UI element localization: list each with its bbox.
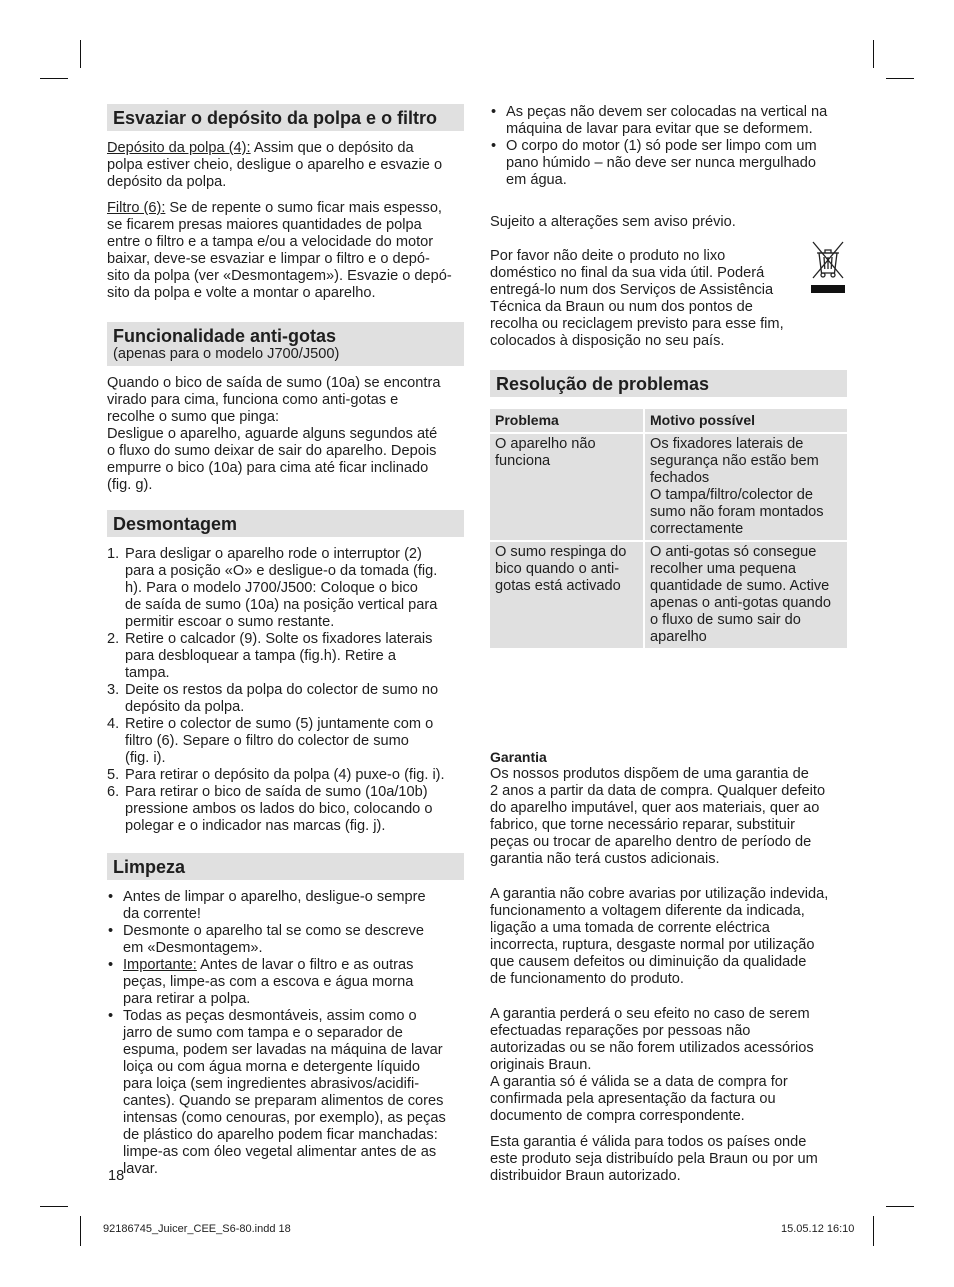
bullet-dot-icon: • (108, 923, 114, 939)
step-number: 5. (107, 767, 120, 783)
step-text: Para retirar o depósito da polpa (4) puxe-o (fig. i). (125, 767, 445, 783)
bullet-dot-icon: • (108, 889, 114, 905)
warranty-paragraph: Esta garantia é válida para todos os países onde este produto seja distribuído pela Braun ou por um distribuidor Braun autorizado. (490, 1134, 818, 1184)
step-number: 6. (107, 784, 120, 800)
crossed-out-wheelie-bin-icon (811, 240, 845, 294)
disassembly-steps (107, 546, 464, 835)
step-number: 3. (107, 682, 120, 698)
step-item (107, 716, 464, 767)
bullet-item (490, 104, 847, 138)
bullet-text: O corpo do motor (1) só pode ser limpo com um pano húmido – não deve ser nunca mergulhado em água. (506, 138, 817, 188)
bullet-dot-icon: • (108, 957, 114, 973)
table-cell: O aparelho não funciona (490, 432, 645, 540)
section-heading-empty-pulp (107, 104, 464, 131)
step-text: Para retirar o bico de saída de sumo (10a/10b) pressione ambos os lados do bico, colocando o polegar e o indicador nas marcas (fig. j). (125, 784, 433, 834)
bullet-text: Todas as peças desmontáveis, assim como o jarro de sumo com tampa e o separador de espuma, podem ser lavadas na máquina de lavar loiça ou com água morna e detergente líquido para loiça (sem ingredientes abrasivos/acidifi- cantes). Quando se preparam alimentos de cores intensas (como cenouras, por exemplo), as peças de plástico do aparelho podem ficar manchadas: limpe-as com óleo vegetal alimentar antes de as lavar. (123, 1008, 446, 1177)
warranty-paragraph: A garantia perderá o seu efeito no caso de serem efectuadas reparações por pessoas não autorizadas ou se não forem utilizados acessórios originais Braun. A garantia só é válida se a data de compra for confirmada pela apresentação da factura ou documento de compra correspondente. (490, 1006, 814, 1124)
step-number: 1. (107, 546, 120, 562)
bullet-item (107, 923, 464, 957)
heading-title: Desmontagem (113, 514, 238, 534)
paragraph-filter (107, 200, 464, 302)
step-number: 2. (107, 631, 120, 647)
text-pulp-container: Assim que o depósito da polpa estiver cheio, desligue o aparelho e esvazie o depósito da polpa. (107, 140, 443, 190)
step-text: Retire o colector de sumo (5) juntamente com o filtro (6). Separe o filtro do colector de sumo (fig. i). (125, 716, 434, 766)
bullet-item (107, 889, 464, 923)
table-header: Motivo possível (645, 409, 847, 432)
notice-text: Sujeito a alterações sem aviso prévio. (490, 214, 736, 230)
heading-title: Resolução de problemas (496, 374, 710, 394)
heading-title: Limpeza (113, 857, 186, 877)
bullet-dot-icon: • (108, 1008, 114, 1024)
bullet-dot-icon: • (491, 104, 497, 120)
crop-mark (873, 40, 874, 68)
paragraph-pulp-container (107, 140, 464, 191)
heading-title: Esvaziar o depósito da polpa e o filtro (113, 108, 438, 128)
bullet-text: As peças não devem ser colocadas na vertical na máquina de lavar para evitar que se deformem. (506, 104, 828, 137)
warranty-paragraph: Os nossos produtos dispõem de uma garantia de 2 anos a partir da data de compra. Qualquer defeito do aparelho imputável, quer aos materiais, quer ao fabrico, que torne necessário reparar, substituir peças ou trocar de aparelho dentro de período de garantia não terá custos adicionais. (490, 766, 826, 867)
cleaning-bullets (107, 889, 464, 1178)
table-header-row (490, 409, 847, 432)
label-filter: Filtro (6): (107, 200, 166, 216)
page-number: 18 (108, 1168, 125, 1184)
troubleshooting-table (490, 409, 847, 648)
left-column (107, 104, 464, 1178)
step-item (107, 546, 464, 631)
step-item (107, 631, 464, 682)
crop-mark (886, 78, 914, 79)
cleaning-bullets-continued (490, 104, 847, 189)
section-heading-anti-drip (107, 322, 464, 366)
step-text: Deite os restos da polpa do colector de sumo no depósito da polpa. (125, 682, 439, 715)
bullet-dot-icon: • (491, 138, 497, 154)
section-heading-troubleshooting (490, 370, 847, 397)
warranty-title: Garantia (490, 749, 547, 765)
table-cell: O anti-gotas só consegue recolher uma pequena quantidade de sumo. Active apenas o anti-gotas quando o fluxo de sumo sair do aparelho (645, 540, 847, 648)
crop-mark (873, 1216, 874, 1246)
step-text: Para desligar o aparelho rode o interruptor (2) para a posição «O» e desligue-o da tomada (fig. h). Para o modelo J700/J500: Coloque o bico de saída de sumo (10a) na posição vertical para permitir escoar o sumo restante. (125, 546, 438, 630)
table-header: Problema (490, 409, 645, 432)
section-heading-cleaning (107, 853, 464, 880)
text-filter: Se de repente o sumo ficar mais espesso, se ficarem presas maiores quantidades de polpa entre o filtro e a tampa e/ou a velocidade do motor baixar, deve-se esvaziar e limpar o filtro e o depó- sito da polpa (ver «Desmontagem»). Esvazie o depó- sito da polpa e volte a montar o aparelho. (107, 200, 452, 301)
right-column (490, 104, 847, 1185)
step-item (107, 784, 464, 835)
bullet-label-important: Importante: (123, 957, 197, 973)
step-item (107, 767, 464, 784)
heading-subtitle: (apenas para o modelo J700/J500) (113, 346, 340, 362)
bullet-text: Antes de lavar o filtro e as outras peças, limpe-as com a escova e água morna para retirar a polpa. (123, 957, 414, 1007)
bullet-text: Desmonte o aparelho tal se como se descreve em «Desmontagem». (123, 923, 424, 956)
step-number: 4. (107, 716, 120, 732)
step-text: Retire o calcador (9). Solte os fixadores laterais para desbloquear a tampa (fig.h). Retire a tampa. (125, 631, 433, 681)
bullet-item (107, 1008, 464, 1178)
bullet-item (490, 138, 847, 189)
crop-mark (40, 78, 68, 79)
table-row (490, 540, 847, 648)
table-cell: Os fixadores laterais de segurança não estão bem fechados O tampa/filtro/colector de sumo não foram montados correctamente (645, 432, 847, 540)
bullet-text: Antes de limpar o aparelho, desligue-o sempre da corrente! (123, 889, 426, 922)
bullet-item (107, 957, 464, 1008)
crop-mark (80, 40, 81, 68)
paragraph-anti-drip: Quando o bico de saída de sumo (10a) se encontra virado para cima, funciona como anti-gotas e recolhe o sumo que pinga: Desligue o aparelho, aguarde alguns segundos até o fluxo do sumo deixar de sair do aparelho. Depois empurre o bico (10a) para cima até ficar inclinado (fig. g). (107, 375, 441, 493)
section-heading-disassembly (107, 510, 464, 537)
footer-date: 15.05.12 16:10 (781, 1223, 855, 1235)
disposal-text: Por favor não deite o produto no lixo doméstico no final da sua vida útil. Poderá entregá-lo num dos Serviços de Assistência Técnica da Braun ou num dos pontos de recolha ou reciclagem previsto para esse fim, colocados à disposição no seu país. (490, 248, 784, 349)
crop-mark (40, 1206, 68, 1207)
table-row (490, 432, 847, 540)
warranty-paragraph: A garantia não cobre avarias por utilização indevida, funcionamento a voltagem diferente da indicada, ligação a uma tomada de corrente eléctrica incorrecta, ruptura, desgaste normal por utilização que causem defeitos ou diminuição da qualidade de funcionamento do produto. (490, 886, 829, 987)
label-pulp-container: Depósito da polpa (4): (107, 140, 251, 156)
crop-mark (886, 1206, 914, 1207)
table-cell: O sumo respinga do bico quando o anti- gotas está activado (490, 540, 645, 648)
heading-title: Funcionalidade anti-gotas (113, 326, 337, 346)
footer-file-info: 92186745_Juicer_CEE_S6-80.indd 18 (103, 1223, 291, 1235)
step-item (107, 682, 464, 716)
crop-mark (80, 1216, 81, 1246)
